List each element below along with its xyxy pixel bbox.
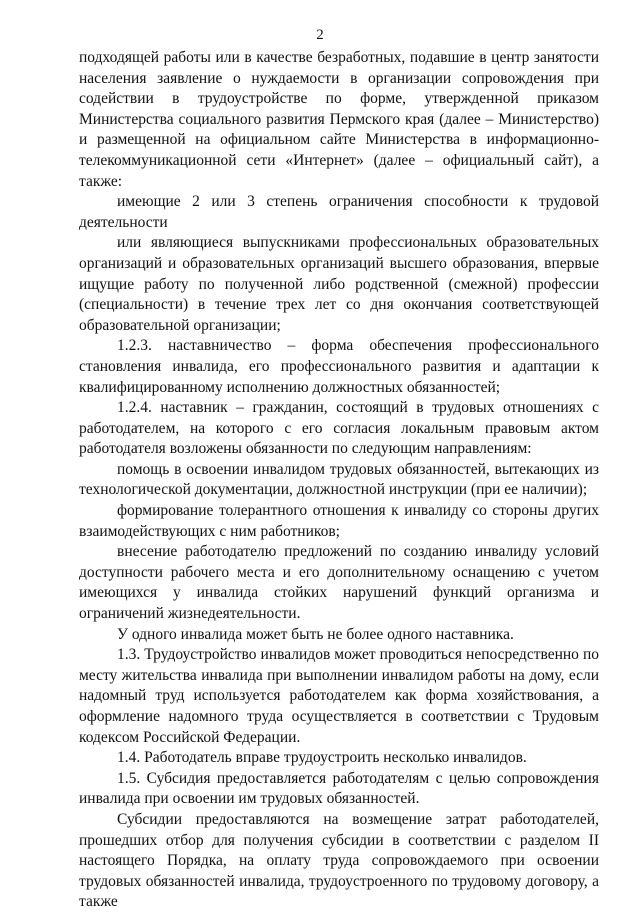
paragraph-graduates: или являющиеся выпускниками профессиональных образовательных организаций и образовательных организаций высшего образования, впервые ищущие работу по полученной либо родственной (смежной) профессии (специальности) в течение трех лет со дня окончания соответствующей образовательной организации; — [79, 234, 599, 334]
paragraph-help-duties: помощь в освоении инвалидом трудовых обязанностей, вытекающих из технологической документации, должностной инструкции (при ее наличии); — [79, 460, 599, 499]
paragraph-tolerance: формирование толерантного отношения к инвалиду со стороны других взаимодействующих с ним работников; — [79, 502, 599, 540]
page-number: 2 — [316, 27, 324, 43]
paragraph-1-2-4: 1.2.4. наставник – гражданин, состоящий в трудовых отношениях с работодателем, на которого с его согласия локальным правовым актом работодателя возложены обязанности по следующим направлениям: — [79, 399, 599, 458]
paragraph-1-4: 1.4. Работодатель вправе трудоустроить несколько инвалидов. — [117, 749, 527, 767]
paragraph-disability-degree: имеющие 2 или 3 степень ограничения способности к трудовой деятельности — [79, 193, 599, 231]
paragraph-continuation: подходящей работы или в качестве безработных, подавшие в центр занятости населения заявление о нуждаемости в организации сопровождения при содействии в трудоустройстве по форме, утвержденной приказом Министерства социального развития Пермского края (далее – Министерство) и размещенной на официальном сайте Министерства в информационно-телекоммуникационной сети «Интернет» (далее – официальный сайт), а также: — [79, 49, 599, 190]
paragraph-subsidies: Субсидии предоставляются на возмещение затрат работодателей, прошедших отбор для получения субсидии в соответствии с разделом II настоящего Порядка, на оплату труда сопровождаемого при освоении трудовых обязанностей инвалида, трудоустроенного по трудовому договору, а также — [79, 810, 599, 911]
document-body — [79, 48, 599, 913]
paragraph-proposals: внесение работодателю предложений по созданию инвалиду условий доступности рабочего места и его дополнительному оснащению с учетом имеющихся у инвалида стойких нарушений функций организма и ограничений жизнедеятельности. — [79, 543, 599, 623]
paragraph-1-2-3: 1.2.3. наставничество – форма обеспечения профессионального становления инвалида, его профессионального развития и адаптации к квалифицированному исполнению должностных обязанностей; — [79, 337, 599, 396]
paragraph-1-5: 1.5. Субсидия предоставляется работодателям с целью сопровождения инвалида при освоении им трудовых обязанностей. — [79, 769, 599, 808]
paragraph-one-mentor: У одного инвалида может быть не более одного наставника. — [117, 625, 514, 643]
paragraph-1-3: 1.3. Трудоустройство инвалидов может проводиться непосредственно по месту жительства инвалида при выполнении инвалидом работы на дому, если надомный труд используется работодателем как форма хозяйствования, а оформление надомного труда осуществляется в соответствии с Трудовым кодексом Российской Федерации. — [79, 646, 599, 746]
